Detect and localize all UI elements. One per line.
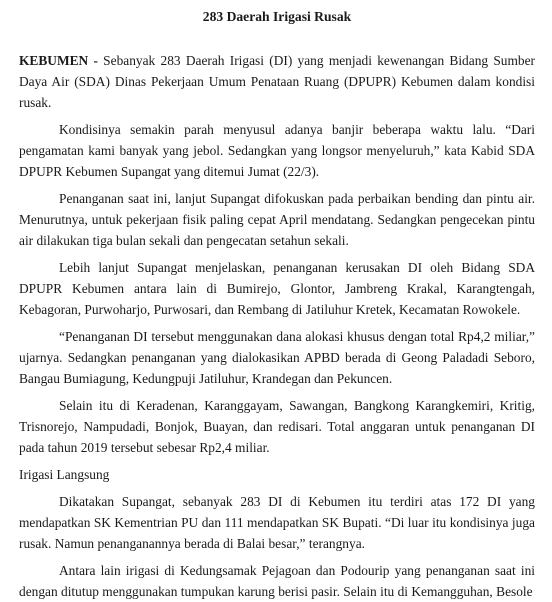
body-paragraph: Selain itu di Keradenan, Karanggayam, Sawangan, Bangkong Karangkemiri, Kritig, Trisnorejo, Nampudadi, Bonjok, Buayan, dan redisari. Total anggaran untuk penanganan DI pada tahun 2019 tersebut sebesar Rp2,4 miliar.	[19, 398, 535, 455]
lead-text: Sebanyak 283 Daerah Irigasi (DI) yang menjadi kewenangan Bidang Sumber Daya Air (SDA) Dinas Pekerjaan Umum Penataan Ruang (DPUPR) Kebumen dalam kondisi rusak.	[19, 53, 535, 110]
body-paragraph: Antara lain irigasi di Kedungsamak Pejagoan dan Podourip yang penanganan saat ini dengan ditutup menggunakan tumpukan karung berisi pasir. Selain itu di Kemangguhan, Besole	[19, 563, 535, 599]
article-title: 283 Daerah Irigasi Rusak	[202, 9, 352, 24]
body-paragraph: Penanganan saat ini, lanjut Supangat difokuskan pada perbaikan bending dan pintu air. Menurutnya, untuk pekerjaan fisik paling cepat April mendatang. Sedangkan pengecekan pintu air dilakukan tiga bulan sekali dan pengecatan setahun sekali.	[19, 191, 535, 248]
body-paragraph: Lebih lanjut Supangat menjelaskan, penanganan kerusakan DI oleh Bidang SDA DPUPR Kebumen antara lain di Bumirejo, Glontor, Jambreng Krakal, Karangtengah, Kebagoran, Purwoharjo, Purwosari, dan Rembang di Jatiluhur Kretek, Kecamatan Rowokele.	[19, 260, 535, 317]
body-paragraph: Dikatakan Supangat, sebanyak 283 DI di Kebumen itu terdiri atas 172 DI yang mendapatkan SK Kementrian PU dan 111 mendapatkan SK Bupati. “Di luar itu kondisinya juga rusak. Namun penanganannya berada di Balai besar,” terangnya.	[19, 494, 535, 551]
body-paragraph: “Penanganan DI tersebut menggunakan dana alokasi khusus dengan total Rp4,2 miliar,” ujarnya. Sedangkan penanganan yang dialokasikan APBD berada di Geong Paladadi Seboro, Bangau Bumiagung, Kedungpuji Jatiluhur, Krandegan dan Pekuncen.	[19, 329, 535, 386]
dateline: KEBUMEN -	[19, 53, 98, 68]
section-subheading: Irigasi Langsung	[19, 467, 110, 482]
lead-paragraph	[19, 50, 535, 113]
body-paragraph: Kondisinya semakin parah menyusul adanya banjir beberapa waktu lalu. “Dari pengamatan kami banyak yang jebol. Sedangkan yang longsor menyeluruh,” kata Kabid SDA DPUPR Kebumen Supangat yang ditemui Jumat (22/3).	[19, 122, 535, 179]
